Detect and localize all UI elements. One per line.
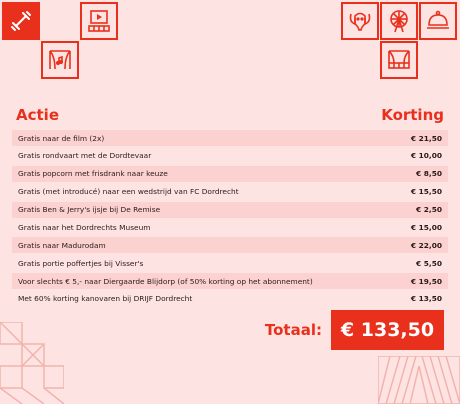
total-value: € 133,50 (331, 310, 444, 350)
item-amount: € 13,50 (410, 294, 442, 304)
item-amount: € 15,00 (410, 222, 442, 232)
list-item (12, 130, 448, 146)
film-icon (80, 2, 118, 40)
item-label: Gratis (met introducé) naar een wedstrijd van FC Dordrecht (18, 187, 239, 197)
list-item (12, 184, 448, 200)
item-amount: € 2,50 (416, 205, 442, 215)
item-label: Gratis rondvaart met de Dordtevaar (18, 151, 152, 161)
stage-icon (380, 41, 418, 79)
list-item (12, 291, 448, 307)
item-amount: € 15,50 (410, 187, 442, 197)
decorative-pattern-right (378, 356, 460, 404)
ferris-wheel-icon (380, 2, 418, 40)
item-amount: € 22,00 (410, 240, 442, 250)
item-amount: € 19,50 (410, 276, 442, 286)
item-label: Gratis naar het Dordrechts Museum (18, 222, 151, 232)
discount-list (12, 130, 448, 309)
list-item (12, 255, 448, 271)
item-label: Met 60% korting kanovaren bij DRIJF Dordrecht (18, 294, 193, 304)
list-item (12, 166, 448, 182)
cloche-icon (419, 2, 457, 40)
list-item (12, 148, 448, 164)
list-item (12, 202, 448, 218)
list-item (12, 273, 448, 289)
dumbbell-icon (2, 2, 40, 40)
item-amount: € 10,00 (410, 151, 442, 161)
list-item (12, 219, 448, 235)
item-label: Voor slechts € 5,- naar Diergaarde Blijdorp (of 50% korting op het abonnement) (18, 276, 313, 286)
column-header-action: Actie (16, 106, 59, 124)
item-label: Gratis portie poffertjes bij Visser's (18, 258, 144, 268)
item-label: Gratis naar Madurodam (18, 240, 106, 250)
list-item (12, 237, 448, 253)
elephant-icon (341, 2, 379, 40)
theater-music-icon (41, 41, 79, 79)
column-header-discount: Korting (381, 106, 444, 124)
item-amount: € 8,50 (416, 169, 442, 179)
decorative-pattern-left (0, 322, 64, 404)
item-label: Gratis naar de film (2x) (18, 133, 105, 143)
item-amount: € 21,50 (410, 133, 442, 143)
total-label: Totaal: (264, 321, 322, 339)
item-label: Gratis popcorn met frisdrank naar keuze (18, 169, 168, 179)
item-amount: € 5,50 (416, 258, 442, 268)
item-label: Gratis Ben & Jerry's ijsje bij De Remise (18, 205, 161, 215)
